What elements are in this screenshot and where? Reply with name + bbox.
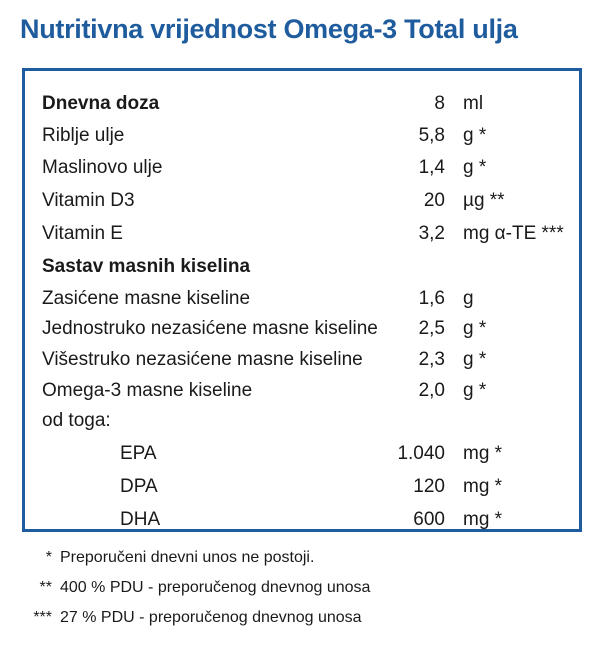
row-label: EPA (120, 443, 157, 464)
footnote-text: 27 % PDU - preporučenog dnevnog unosa (60, 609, 362, 626)
table-row (25, 186, 585, 216)
table-row (25, 345, 585, 375)
table-row-of-which (25, 406, 585, 436)
row-unit: g * (463, 318, 487, 339)
row-unit: mg α-TE *** (463, 223, 564, 244)
row-label: Maslinovo ulje (42, 157, 163, 178)
row-unit: g * (463, 125, 487, 146)
row-value: 2,0 (418, 380, 445, 401)
row-value: 2,3 (418, 349, 445, 370)
row-value: 1.040 (397, 443, 445, 464)
row-label: Dnevna doza (42, 93, 160, 114)
footnote-text: 400 % PDU - preporučenog dnevnog unosa (60, 579, 371, 596)
row-unit: g (463, 288, 474, 309)
row-unit: ml (463, 93, 484, 114)
row-value: 1,4 (418, 157, 445, 178)
row-label: od toga: (42, 410, 111, 431)
row-unit: g * (463, 349, 487, 370)
row-label: Omega-3 masne kiseline (42, 380, 253, 401)
footnote-mark: ** (39, 579, 52, 596)
nutrition-table (22, 68, 582, 532)
row-label: DHA (120, 509, 161, 530)
row-label: Zasićene masne kiseline (42, 288, 251, 309)
row-value: 3,2 (418, 223, 445, 244)
row-label: DPA (120, 476, 158, 497)
footnote (39, 578, 371, 598)
table-row-dha (25, 505, 585, 535)
row-label: Vitamin E (42, 223, 123, 244)
table-row (25, 284, 585, 314)
table-row (25, 314, 585, 344)
page-title: Nutritivna vrijednost Omega-3 Total ulja (20, 14, 518, 44)
row-value: 120 (413, 476, 445, 497)
table-row-epa (25, 439, 585, 469)
row-value: 20 (423, 190, 445, 211)
row-value: 600 (413, 509, 445, 530)
row-label: Višestruko nezasićene masne kiseline (42, 349, 363, 370)
footnote (45, 548, 315, 568)
section-heading: Sastav masnih kiselina (42, 256, 251, 277)
row-value: 5,8 (418, 125, 445, 146)
row-label: Riblje ulje (42, 125, 125, 146)
row-label: Jednostruko nezasićene masne kiseline (42, 318, 378, 339)
row-unit: µg ** (463, 190, 505, 211)
row-unit: mg * (463, 476, 503, 497)
table-row (25, 153, 585, 183)
table-row-dpa (25, 472, 585, 502)
section-heading-fatty-acids (25, 252, 585, 282)
footnote-mark: *** (33, 609, 52, 626)
table-row (25, 219, 585, 249)
row-value: 8 (434, 93, 445, 114)
row-label: Vitamin D3 (42, 190, 135, 211)
row-unit: g * (463, 380, 487, 401)
row-unit: mg * (463, 509, 503, 530)
table-row-daily-dose (25, 89, 585, 119)
row-unit: g * (463, 157, 487, 178)
row-value: 1,6 (418, 288, 445, 309)
footnote-text: Preporučeni dnevni unos ne postoji. (60, 549, 315, 566)
footnote (33, 608, 362, 628)
row-value: 2,5 (418, 318, 445, 339)
table-row (25, 121, 585, 151)
row-unit: mg * (463, 443, 503, 464)
table-row (25, 376, 585, 406)
footnote-mark: * (45, 549, 52, 566)
